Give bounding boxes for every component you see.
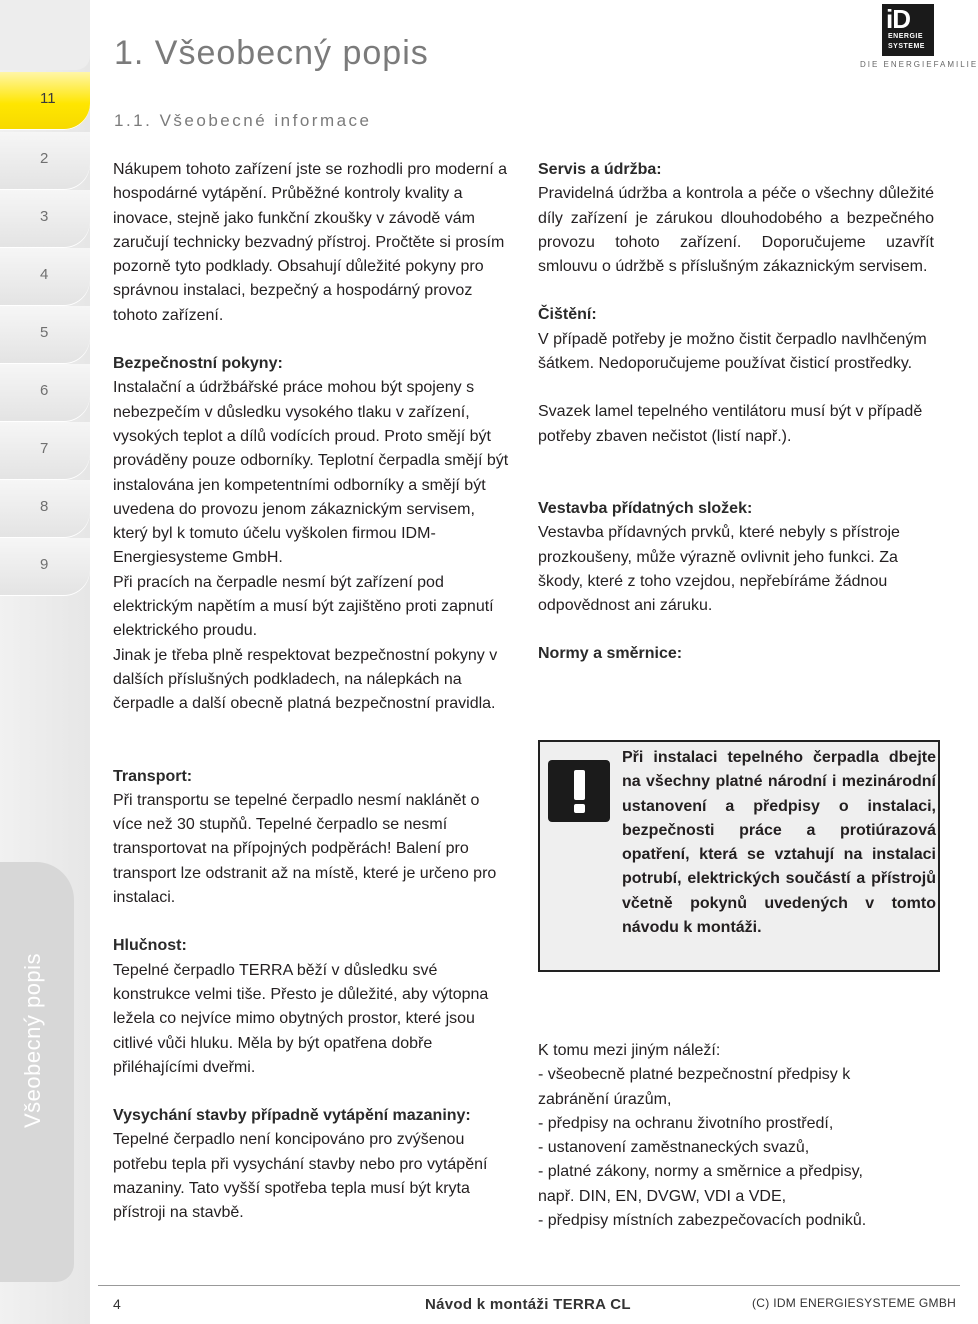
list-item: - platné zákony, normy a směrnice a předpisy, např. DIN, EN, DVGW, VDI a VDE,: [538, 1163, 863, 1205]
safety-paragraph-3: Jinak je třeba plně respektovat bezpečnostní pokyny v dalších příslušných podkladech, na nálepkách na čerpadle a další obecně platná bezpečnostní pravidla.: [113, 646, 498, 713]
list-item: - předpisy na ochranu životního prostředí,: [538, 1114, 834, 1132]
page-number: 4: [113, 1296, 121, 1312]
footer-copyright: (C) IDM ENERGIESYSTEME GMBH: [752, 1296, 957, 1310]
tab-chapter-2[interactable]: 2: [0, 132, 90, 190]
section-subtitle: 1.1. Všeobecné informace: [114, 111, 372, 130]
tab-bar-top: [0, 0, 90, 70]
right-column: [538, 158, 934, 667]
safety-paragraph-1: Instalační a údržbářské práce mohou být spojeny s nebezpečím v důsledku vysokého tlaku v zařízení, vysokých teplot a dílů vodících proud. Proto smějí být prováděny pouze odborníky. Teplotní čerpadla smějí být instalována jen kompetentními odborníky a smějí být uvedena do provozu jenom zákaznickým servisem, který byl k tomuto účelu vyškolen firmou IDM-Energiesysteme GmbH.: [113, 379, 509, 567]
brand-tagline: DIE ENERGIEFAMILIE: [860, 60, 978, 69]
tab-chapter-1[interactable]: 11: [0, 72, 90, 130]
parts-heading: Vestavba přídatných složek:: [538, 499, 753, 517]
parts-paragraph: Vestavba přídavných prvků, které nebyly s přístroje prozkoušeny, může výrazně ovlivnit jeho funkci. Za škody, které z toho vzejdou, nepřebíráme žádnou odpovědnost ani záruku.: [538, 524, 900, 615]
list-item: - předpisy místních zabezpečovacích podniků.: [538, 1212, 867, 1230]
lamella-paragraph: Svazek lamel tepelného ventilátoru musí být v případě potřeby zbaven nečistot (listí např.).: [538, 403, 923, 445]
idm-logo: iD ENERGIE SYSTEME: [882, 4, 934, 56]
left-column: [113, 158, 513, 1226]
intro-paragraph: Nákupem tohoto zařízení jste se rozhodli pro moderní a hospodárné vytápění. Průběžné kontroly kvality a inovace, stejně jako funkční zkoušky v závodě vám zaručují technicky bezvadný přístroj. Pročtěte si prosím pozorně tyto podklady. Obsahují důležité pokyny pro správnou instalaci, bezpečný a hospodárný provoz tohoto zařízení.: [113, 161, 507, 324]
cleaning-paragraph: V případě potřeby je možno čistit čerpadlo navlhčeným šátkem. Nedoporučujeme používat čisticí prostředky.: [538, 330, 927, 373]
side-tab-bar: [0, 0, 90, 1324]
cleaning-heading: Čištění:: [538, 306, 597, 324]
footer-divider: [98, 1285, 960, 1286]
transport-heading: Transport:: [113, 767, 193, 785]
noise-heading: Hlučnost:: [113, 937, 187, 955]
safety-paragraph-2: Při pracích na čerpadle nesmí být zařízení pod elektrickým napětím a musí být zajištěno proti zapnutí elektrického proudu.: [113, 573, 494, 640]
regulation-list: [538, 1039, 898, 1233]
service-paragraph: Pravidelná údržba a kontrola a péče o všechny důležité díly zařízení je zárukou dlouhodobého a bezpečného provozu tohoto zařízení. Doporučujeme uzavřít smlouvu o údržbě s příslušným zákaznickým servisem.: [538, 185, 934, 276]
tab-chapter-6[interactable]: 6: [0, 364, 90, 422]
list-intro: K tomu mezi jiným náleží:: [538, 1042, 721, 1059]
service-heading: Servis a údržba:: [538, 161, 662, 178]
list-item: - všeobecně platné bezpečnostní předpisy k zabránění úrazům,: [538, 1066, 851, 1108]
norms-heading: Normy a směrnice:: [538, 645, 683, 663]
warning-text: Při instalaci tepelného čerpadla dbejte na všechny platné národní i mezinárodní ustanovení a předpisy o instalaci, bezpečnosti práce a protiúrazová opatření, která se vztahují na instalaci potrubí, elektrických součástí a přístrojů včetně pokynů uvedených v tomto návodu k montáži.: [622, 749, 936, 937]
transport-paragraph: Při transportu se tepelné čerpadlo nesmí naklánět o více než 30 stupňů. Tepelné čerpadlo se nesmí transportovat na přípojných podpěrách! Balení pro transport lze odstranit až na místě, které je určeno pro instalaci.: [113, 791, 497, 907]
warning-box: [538, 740, 940, 972]
safety-heading: Bezpečnostní pokyny:: [113, 355, 283, 373]
page-title: 1. Všeobecný popis: [114, 34, 429, 72]
tab-chapter-3[interactable]: 3: [0, 190, 90, 248]
footer-title: Návod k montáži TERRA CL: [425, 1296, 631, 1313]
drying-heading: Vysychání stavby případně vytápění mazaniny:: [113, 1107, 471, 1125]
noise-paragraph: Tepelné čerpadlo TERRA běží v důsledku své konstrukce velmi tiše. Přesto je důležité, aby výtopna ležela co nejvíce mimo obytných prostor, které jsou citlivé vůči hluku. Měla by být opatřena dobře přiléhajícími dveřmi.: [113, 961, 489, 1076]
exclamation-icon: [548, 760, 610, 822]
section-vertical-label: Všeobecný popis: [20, 952, 45, 1128]
tab-chapter-4[interactable]: 4: [0, 248, 90, 306]
drying-paragraph: Tepelné čerpadlo není koncipováno pro zvýšenou potřebu tepla při vysychání stavby nebo pro vytápění mazaniny. Tato vyšší spotřeba tepla musí být kryta přístroji na stavbě.: [113, 1131, 488, 1222]
tab-chapter-9[interactable]: 9: [0, 538, 90, 596]
tab-chapter-5[interactable]: 5: [0, 306, 90, 364]
tab-chapter-7[interactable]: 7: [0, 422, 90, 480]
tab-chapter-8[interactable]: 8: [0, 480, 90, 538]
list-item: - ustanovení zaměstnaneckých svazů,: [538, 1139, 810, 1157]
